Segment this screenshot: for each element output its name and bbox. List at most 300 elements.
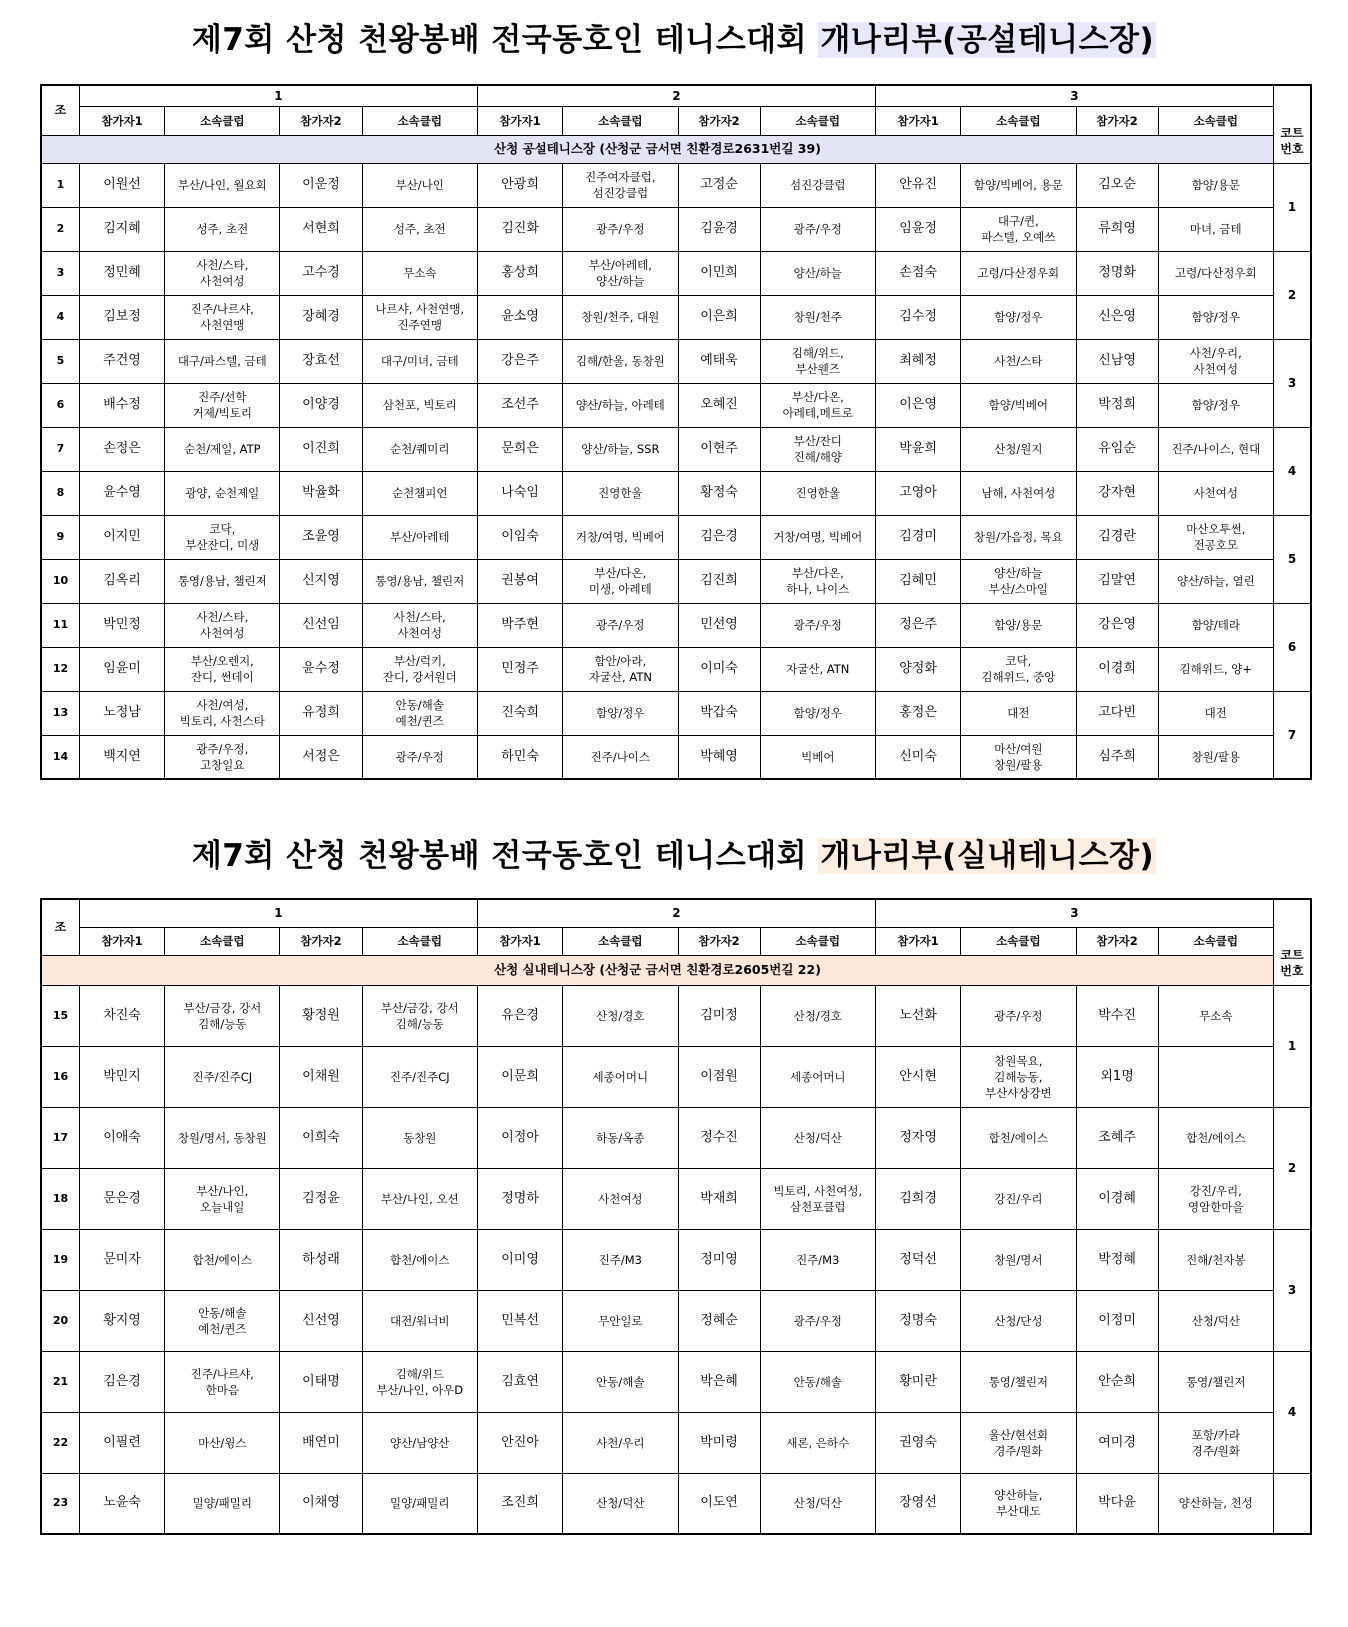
player1-club-cell: 함양/정우 <box>961 295 1076 339</box>
club-column-header: 소속클럽 <box>563 927 678 955</box>
group-header-2: 2 <box>477 85 875 106</box>
player1-name-cell: 안시현 <box>875 1046 960 1107</box>
row-number: 16 <box>41 1046 79 1107</box>
club-column-header: 소속클럽 <box>760 927 875 955</box>
player1-club-cell: 울산/현선회 경주/원화 <box>961 1412 1076 1473</box>
player1-club-cell: 산청/덕산 <box>563 1473 678 1534</box>
player2-name-cell: 유임순 <box>1076 427 1158 471</box>
player2-club-cell: 함양/정우 <box>1158 383 1273 427</box>
player2-club-cell: 산청/덕산 <box>760 1473 875 1534</box>
player2-club-cell: 강진/우리, 영암한마을 <box>1158 1168 1273 1229</box>
player1-name-cell: 민정주 <box>477 647 562 691</box>
player1-club-cell: 진주/나이스 <box>563 735 678 779</box>
player1-name-cell: 박주현 <box>477 603 562 647</box>
player1-name-cell: 문은경 <box>79 1168 164 1229</box>
match-row <box>41 603 1311 647</box>
player1-club-cell: 양산/하늘, 아레테 <box>563 383 678 427</box>
player1-club-cell: 양산/하늘, SSR <box>563 427 678 471</box>
player2-name-cell: 김미정 <box>678 985 760 1046</box>
match-row <box>41 383 1311 427</box>
player2-club-cell: 양산/하늘 <box>760 251 875 295</box>
row-number: 11 <box>41 603 79 647</box>
player2-name-cell: 장혜경 <box>280 295 362 339</box>
player1-name-cell: 주건영 <box>79 339 164 383</box>
player2-name-cell: 서현희 <box>280 207 362 251</box>
player2-club-cell: 대전/워너비 <box>362 1290 477 1351</box>
player2-club-cell: 부산/금강, 강서 김해/능동 <box>362 985 477 1046</box>
player1-club-cell: 코닥, 김해위드, 중앙 <box>961 647 1076 691</box>
row-number: 2 <box>41 207 79 251</box>
player2-name-cell: 강은영 <box>1076 603 1158 647</box>
player2-name-cell: 김은경 <box>678 515 760 559</box>
player1-club-cell: 진주/진주CJ <box>165 1046 280 1107</box>
player2-club-cell: 동창원 <box>362 1107 477 1168</box>
row-number: 15 <box>41 985 79 1046</box>
match-row <box>41 559 1311 603</box>
player2-name-cell: 김윤경 <box>678 207 760 251</box>
player1-club-cell: 함양/빅베어 <box>961 383 1076 427</box>
court-number-cell: 4 <box>1273 427 1311 515</box>
row-number: 1 <box>41 163 79 207</box>
player1-club-cell: 산청/경호 <box>563 985 678 1046</box>
player1-name-cell: 하민숙 <box>477 735 562 779</box>
player2-name-cell: 박은혜 <box>678 1351 760 1412</box>
player1-club-cell: 부산/나인, 월요회 <box>165 163 280 207</box>
player1-name-cell: 정은주 <box>875 603 960 647</box>
bottom-bracket-table <box>40 898 1312 1535</box>
player2-name-cell: 심주희 <box>1076 735 1158 779</box>
bottom-title-division: 개나리부(실내테니스장) <box>820 838 1155 874</box>
player2-name-cell: 이희숙 <box>280 1107 362 1168</box>
court-number-cell: 2 <box>1273 251 1311 339</box>
player1-name-cell: 김옥리 <box>79 559 164 603</box>
group-header-row <box>41 85 1311 106</box>
player1-name-cell: 장영선 <box>875 1473 960 1534</box>
player1-club-cell: 산청/단성 <box>961 1290 1076 1351</box>
player2-name-cell: 이경희 <box>1076 647 1158 691</box>
player1-name-cell: 안유진 <box>875 163 960 207</box>
player2-club-cell: 함양/용문 <box>1158 163 1273 207</box>
player-column-header: 참가자1 <box>875 106 960 135</box>
bottom-title <box>0 830 1348 875</box>
player1-club-cell: 양산/하늘 부산/스마일 <box>961 559 1076 603</box>
player2-club-cell: 김해/위드 부산/나인, 아우D <box>362 1351 477 1412</box>
player1-name-cell: 민복선 <box>477 1290 562 1351</box>
player1-name-cell: 신미숙 <box>875 735 960 779</box>
player1-club-cell: 마산/여원 창원/팔용 <box>961 735 1076 779</box>
court-number-cell: 2 <box>1273 1107 1311 1229</box>
player2-club-cell: 부산/나인, 오션 <box>362 1168 477 1229</box>
player2-name-cell: 안순희 <box>1076 1351 1158 1412</box>
player1-name-cell: 박윤희 <box>875 427 960 471</box>
player1-club-cell: 세종어머니 <box>563 1046 678 1107</box>
player2-club-cell: 함양/정우 <box>1158 295 1273 339</box>
player2-name-cell: 김오순 <box>1076 163 1158 207</box>
player2-name-cell: 신선영 <box>280 1290 362 1351</box>
player2-name-cell: 이채영 <box>280 1473 362 1534</box>
player2-name-cell: 유정희 <box>280 691 362 735</box>
court-number-cell: 6 <box>1273 603 1311 691</box>
match-row <box>41 339 1311 383</box>
row-number: 20 <box>41 1290 79 1351</box>
court-number-cell: 3 <box>1273 1229 1311 1351</box>
player2-name-cell: 장효선 <box>280 339 362 383</box>
player1-club-cell: 진주여자클럽, 섬진강클럽 <box>563 163 678 207</box>
player2-name-cell: 이정미 <box>1076 1290 1158 1351</box>
group-header-row <box>41 899 1311 927</box>
player2-name-cell: 이진희 <box>280 427 362 471</box>
court-number-cell: 5 <box>1273 515 1311 603</box>
player1-name-cell: 정명숙 <box>875 1290 960 1351</box>
player2-name-cell: 박혜영 <box>678 735 760 779</box>
court-number-cell: 3 <box>1273 339 1311 427</box>
player1-name-cell: 안진아 <box>477 1412 562 1473</box>
match-row <box>41 647 1311 691</box>
club-column-header: 소속클럽 <box>362 927 477 955</box>
row-number: 7 <box>41 427 79 471</box>
match-row <box>41 1229 1311 1290</box>
court-number-header: 코트 번호 <box>1273 899 1311 985</box>
club-column-header: 소속클럽 <box>362 106 477 135</box>
player1-name-cell: 조선주 <box>477 383 562 427</box>
row-number: 14 <box>41 735 79 779</box>
player1-club-cell: 부산/오렌지, 잔디, 썬데이 <box>165 647 280 691</box>
row-number: 4 <box>41 295 79 339</box>
player2-name-cell: 정혜순 <box>678 1290 760 1351</box>
player1-name-cell: 진숙희 <box>477 691 562 735</box>
player1-club-cell: 성주, 초전 <box>165 207 280 251</box>
player2-name-cell: 여미경 <box>1076 1412 1158 1473</box>
player2-club-cell: 성주, 초전 <box>362 207 477 251</box>
player2-club-cell: 산청/덕산 <box>760 1107 875 1168</box>
player2-name-cell: 고다빈 <box>1076 691 1158 735</box>
match-row <box>41 1046 1311 1107</box>
player2-club-cell: 부산/럭키, 잔디, 강서원더 <box>362 647 477 691</box>
player2-club-cell: 삼천포, 빅토리 <box>362 383 477 427</box>
player2-name-cell: 이채원 <box>280 1046 362 1107</box>
player2-club-cell: 고령/다산정우회 <box>1158 251 1273 295</box>
player1-club-cell: 고령/다산정우회 <box>961 251 1076 295</box>
player2-name-cell: 박수진 <box>1076 985 1158 1046</box>
player2-name-cell: 하성래 <box>280 1229 362 1290</box>
player1-club-cell: 진주/선학 거제/빅토리 <box>165 383 280 427</box>
row-number: 9 <box>41 515 79 559</box>
player1-club-cell: 광주/우정 <box>563 603 678 647</box>
player2-name-cell: 이점원 <box>678 1046 760 1107</box>
player1-name-cell: 김수정 <box>875 295 960 339</box>
player-column-header: 참가자2 <box>1076 106 1158 135</box>
row-number: 18 <box>41 1168 79 1229</box>
player2-name-cell: 이태명 <box>280 1351 362 1412</box>
player1-name-cell: 조진희 <box>477 1473 562 1534</box>
player1-name-cell: 박민지 <box>79 1046 164 1107</box>
player1-club-cell: 광주/우정, 고창일요 <box>165 735 280 779</box>
player1-club-cell: 창원/천주, 대원 <box>563 295 678 339</box>
row-number: 12 <box>41 647 79 691</box>
player2-name-cell: 박정희 <box>1076 383 1158 427</box>
club-column-header: 소속클럽 <box>165 927 280 955</box>
player2-name-cell: 이은희 <box>678 295 760 339</box>
player1-name-cell: 김희경 <box>875 1168 960 1229</box>
player2-name-cell: 박갑숙 <box>678 691 760 735</box>
row-number: 8 <box>41 471 79 515</box>
player1-club-cell: 거창/여명, 빅베어 <box>563 515 678 559</box>
player2-name-cell: 황정원 <box>280 985 362 1046</box>
top-title-division: 개나리부(공설테니스장) <box>820 22 1155 58</box>
player-column-header: 참가자1 <box>875 927 960 955</box>
player1-club-cell: 코닥, 부산잔디, 미생 <box>165 515 280 559</box>
player2-name-cell: 이경혜 <box>1076 1168 1158 1229</box>
player1-name-cell: 손정은 <box>79 427 164 471</box>
row-number: 22 <box>41 1412 79 1473</box>
player1-name-cell: 정민혜 <box>79 251 164 295</box>
player2-club-cell: 사천/스타, 사천여성 <box>362 603 477 647</box>
match-row <box>41 515 1311 559</box>
player2-name-cell: 서정은 <box>280 735 362 779</box>
bottom-bracket-sheet <box>40 898 1312 1535</box>
player2-club-cell: 세종어머니 <box>760 1046 875 1107</box>
player2-name-cell: 이미숙 <box>678 647 760 691</box>
player1-club-cell: 사천/우리 <box>563 1412 678 1473</box>
player2-club-cell: 산청/덕산 <box>1158 1290 1273 1351</box>
top-title-main: 제7회 산청 천왕봉배 전국동호인 테니스대회 <box>191 22 819 58</box>
match-row <box>41 1168 1311 1229</box>
match-row <box>41 251 1311 295</box>
row-number: 21 <box>41 1351 79 1412</box>
player2-club-cell: 진주/나이스, 현대 <box>1158 427 1273 471</box>
club-column-header: 소속클럽 <box>563 106 678 135</box>
player1-name-cell: 김은경 <box>79 1351 164 1412</box>
player2-name-cell: 외1명 <box>1076 1046 1158 1107</box>
club-column-header: 소속클럽 <box>961 106 1076 135</box>
row-number: 5 <box>41 339 79 383</box>
player2-club-cell: 안동/해솔 예천/퀸즈 <box>362 691 477 735</box>
player2-club-cell: 빅토리, 사천여성, 삼천포클럽 <box>760 1168 875 1229</box>
player1-club-cell: 마산/윙스 <box>165 1412 280 1473</box>
player1-name-cell: 이필련 <box>79 1412 164 1473</box>
player1-club-cell: 창원목요, 김해능동, 부산사상강변 <box>961 1046 1076 1107</box>
match-row <box>41 163 1311 207</box>
player1-club-cell: 하동/옥종 <box>563 1107 678 1168</box>
player1-club-cell: 통영/용남, 챌린저 <box>165 559 280 603</box>
match-row <box>41 691 1311 735</box>
player2-club-cell: 포항/카라 경주/원화 <box>1158 1412 1273 1473</box>
player-column-header: 참가자1 <box>477 927 562 955</box>
court-number-cell <box>1273 1473 1311 1534</box>
player2-name-cell: 류희영 <box>1076 207 1158 251</box>
player2-name-cell: 이운정 <box>280 163 362 207</box>
player2-club-cell: 섬진강클럽 <box>760 163 875 207</box>
player2-club-cell: 부산/나인 <box>362 163 477 207</box>
player1-name-cell: 김보정 <box>79 295 164 339</box>
row-number: 19 <box>41 1229 79 1290</box>
player2-name-cell: 민선영 <box>678 603 760 647</box>
player1-name-cell: 배수정 <box>79 383 164 427</box>
player1-club-cell: 대전 <box>961 691 1076 735</box>
group-header-2: 2 <box>477 899 875 927</box>
player2-club-cell: 순천/퀘미리 <box>362 427 477 471</box>
player1-club-cell: 광주/우정 <box>563 207 678 251</box>
player2-club-cell: 안동/해솔 <box>760 1351 875 1412</box>
player2-name-cell: 박다윤 <box>1076 1473 1158 1534</box>
player2-name-cell: 배연미 <box>280 1412 362 1473</box>
player2-club-cell: 진주/진주CJ <box>362 1046 477 1107</box>
club-column-header: 소속클럽 <box>1158 106 1273 135</box>
player2-club-cell: 부산/잔디 진해/해양 <box>760 427 875 471</box>
player2-name-cell: 박율화 <box>280 471 362 515</box>
venue-row <box>41 135 1311 163</box>
player2-club-cell: 대구/미녀, 금테 <box>362 339 477 383</box>
player2-club-cell: 양산/하늘, 열린 <box>1158 559 1273 603</box>
player2-name-cell: 김진희 <box>678 559 760 603</box>
court-number-cell: 1 <box>1273 163 1311 251</box>
player2-name-cell: 정명화 <box>1076 251 1158 295</box>
group-header-3: 3 <box>875 899 1273 927</box>
player2-name-cell: 김말연 <box>1076 559 1158 603</box>
player1-name-cell: 이임숙 <box>477 515 562 559</box>
player2-name-cell: 정수진 <box>678 1107 760 1168</box>
player2-club-cell: 진해/천자봉 <box>1158 1229 1273 1290</box>
player2-club-cell: 진주/M3 <box>760 1229 875 1290</box>
player1-club-cell: 사천여성 <box>563 1168 678 1229</box>
player1-name-cell: 고영아 <box>875 471 960 515</box>
player1-club-cell: 함양/용문 <box>961 603 1076 647</box>
row-number: 3 <box>41 251 79 295</box>
player2-club-cell: 부산/아레테 <box>362 515 477 559</box>
player1-name-cell: 김진화 <box>477 207 562 251</box>
player1-club-cell: 창원/명서 <box>961 1229 1076 1290</box>
player1-name-cell: 윤소영 <box>477 295 562 339</box>
player2-club-cell: 무소속 <box>362 251 477 295</box>
top-title <box>0 14 1348 59</box>
player2-name-cell: 조혜주 <box>1076 1107 1158 1168</box>
player2-club-cell: 부산/다온, 아레테,메트로 <box>760 383 875 427</box>
player1-club-cell: 순천/제일, ATP <box>165 427 280 471</box>
player1-club-cell: 광주/우정 <box>961 985 1076 1046</box>
match-row <box>41 1473 1311 1534</box>
player1-club-cell: 사천/스타, 사천여성 <box>165 603 280 647</box>
player1-name-cell: 노선화 <box>875 985 960 1046</box>
bottom-title-main: 제7회 산청 천왕봉배 전국동호인 테니스대회 <box>191 838 819 874</box>
row-number: 13 <box>41 691 79 735</box>
player-column-header: 참가자1 <box>79 106 164 135</box>
player2-club-cell: 거창/여명, 빅베어 <box>760 515 875 559</box>
player1-name-cell: 이정아 <box>477 1107 562 1168</box>
column-header-row <box>41 106 1311 135</box>
player2-name-cell: 정미영 <box>678 1229 760 1290</box>
match-row <box>41 985 1311 1046</box>
player2-club-cell: 합천/에이스 <box>362 1229 477 1290</box>
venue-banner: 산청 실내테니스장 (산청군 금서면 친환경로2605번길 22) <box>41 955 1273 985</box>
player1-name-cell: 김경미 <box>875 515 960 559</box>
player1-club-cell: 무안일로 <box>563 1290 678 1351</box>
player-column-header: 참가자2 <box>280 106 362 135</box>
player2-name-cell: 예태욱 <box>678 339 760 383</box>
player1-club-cell: 함양/빅베어, 용문 <box>961 163 1076 207</box>
player1-name-cell: 안광희 <box>477 163 562 207</box>
player-column-header: 참가자1 <box>79 927 164 955</box>
player1-club-cell: 대구/퀸, 파스텔, 오예쓰 <box>961 207 1076 251</box>
player2-club-cell: 사천여성 <box>1158 471 1273 515</box>
player1-club-cell: 김해/한울, 동창원 <box>563 339 678 383</box>
player2-name-cell: 고수경 <box>280 251 362 295</box>
player1-name-cell: 홍상희 <box>477 251 562 295</box>
player1-club-cell: 밀양/패밀리 <box>165 1473 280 1534</box>
player1-name-cell: 임윤정 <box>875 207 960 251</box>
player1-name-cell: 이은영 <box>875 383 960 427</box>
player1-name-cell: 김혜민 <box>875 559 960 603</box>
court-number-cell: 1 <box>1273 985 1311 1107</box>
player2-club-cell: 순천챔피언 <box>362 471 477 515</box>
player2-club-cell: 합천/에이스 <box>1158 1107 1273 1168</box>
player1-name-cell: 양정화 <box>875 647 960 691</box>
match-row <box>41 1107 1311 1168</box>
player1-club-cell: 창원/명서, 동창원 <box>165 1107 280 1168</box>
player1-name-cell: 김지혜 <box>79 207 164 251</box>
player2-club-cell: 광주/우정 <box>760 1290 875 1351</box>
top-bracket-sheet <box>40 84 1312 780</box>
match-row <box>41 471 1311 515</box>
player1-name-cell: 황지영 <box>79 1290 164 1351</box>
player1-name-cell: 정자영 <box>875 1107 960 1168</box>
player1-club-cell: 남해, 사천여성 <box>961 471 1076 515</box>
player1-name-cell: 손점숙 <box>875 251 960 295</box>
player1-name-cell: 권영숙 <box>875 1412 960 1473</box>
row-number: 6 <box>41 383 79 427</box>
player2-club-cell: 광주/우정 <box>362 735 477 779</box>
player1-club-cell: 부산/다온, 미생, 아레테 <box>563 559 678 603</box>
player2-club-cell: 창원/팔용 <box>1158 735 1273 779</box>
player2-name-cell: 이현주 <box>678 427 760 471</box>
match-row <box>41 1412 1311 1473</box>
player2-club-cell: 통영/용남, 챌린저 <box>362 559 477 603</box>
player1-club-cell: 양산하늘, 부산대도 <box>961 1473 1076 1534</box>
court-number-cell: 7 <box>1273 691 1311 779</box>
player1-club-cell: 진주/M3 <box>563 1229 678 1290</box>
player1-club-cell: 진영한울 <box>563 471 678 515</box>
court-number-header: 코트 번호 <box>1273 85 1311 163</box>
player2-club-cell: 마산오투썬, 전공호모 <box>1158 515 1273 559</box>
player2-club-cell: 자굴산, ATN <box>760 647 875 691</box>
player1-name-cell: 임윤미 <box>79 647 164 691</box>
court-number-cell: 4 <box>1273 1351 1311 1473</box>
player1-club-cell: 진주/나르샤, 한마음 <box>165 1351 280 1412</box>
player1-club-cell: 사천/스타 <box>961 339 1076 383</box>
player2-name-cell: 황정숙 <box>678 471 760 515</box>
player1-name-cell: 박민정 <box>79 603 164 647</box>
player2-name-cell: 강자현 <box>1076 471 1158 515</box>
player2-club-cell: 통영/챌린저 <box>1158 1351 1273 1412</box>
player2-name-cell: 오혜진 <box>678 383 760 427</box>
player1-name-cell: 이지민 <box>79 515 164 559</box>
player2-club-cell: 함양/정우 <box>760 691 875 735</box>
match-row <box>41 427 1311 471</box>
match-row <box>41 295 1311 339</box>
group-header-1: 1 <box>79 899 477 927</box>
player2-club-cell: 마녀, 금테 <box>1158 207 1273 251</box>
player1-club-cell: 부산/나인, 오늘내일 <box>165 1168 280 1229</box>
player2-name-cell: 신선임 <box>280 603 362 647</box>
player2-club-cell: 김해위드, 양+ <box>1158 647 1273 691</box>
club-column-header: 소속클럽 <box>165 106 280 135</box>
player2-name-cell: 윤수정 <box>280 647 362 691</box>
player1-name-cell: 이애숙 <box>79 1107 164 1168</box>
player2-club-cell: 새론, 은하수 <box>760 1412 875 1473</box>
club-column-header: 소속클럽 <box>1158 927 1273 955</box>
player-column-header: 참가자2 <box>280 927 362 955</box>
player2-name-cell: 조윤영 <box>280 515 362 559</box>
row-number: 10 <box>41 559 79 603</box>
